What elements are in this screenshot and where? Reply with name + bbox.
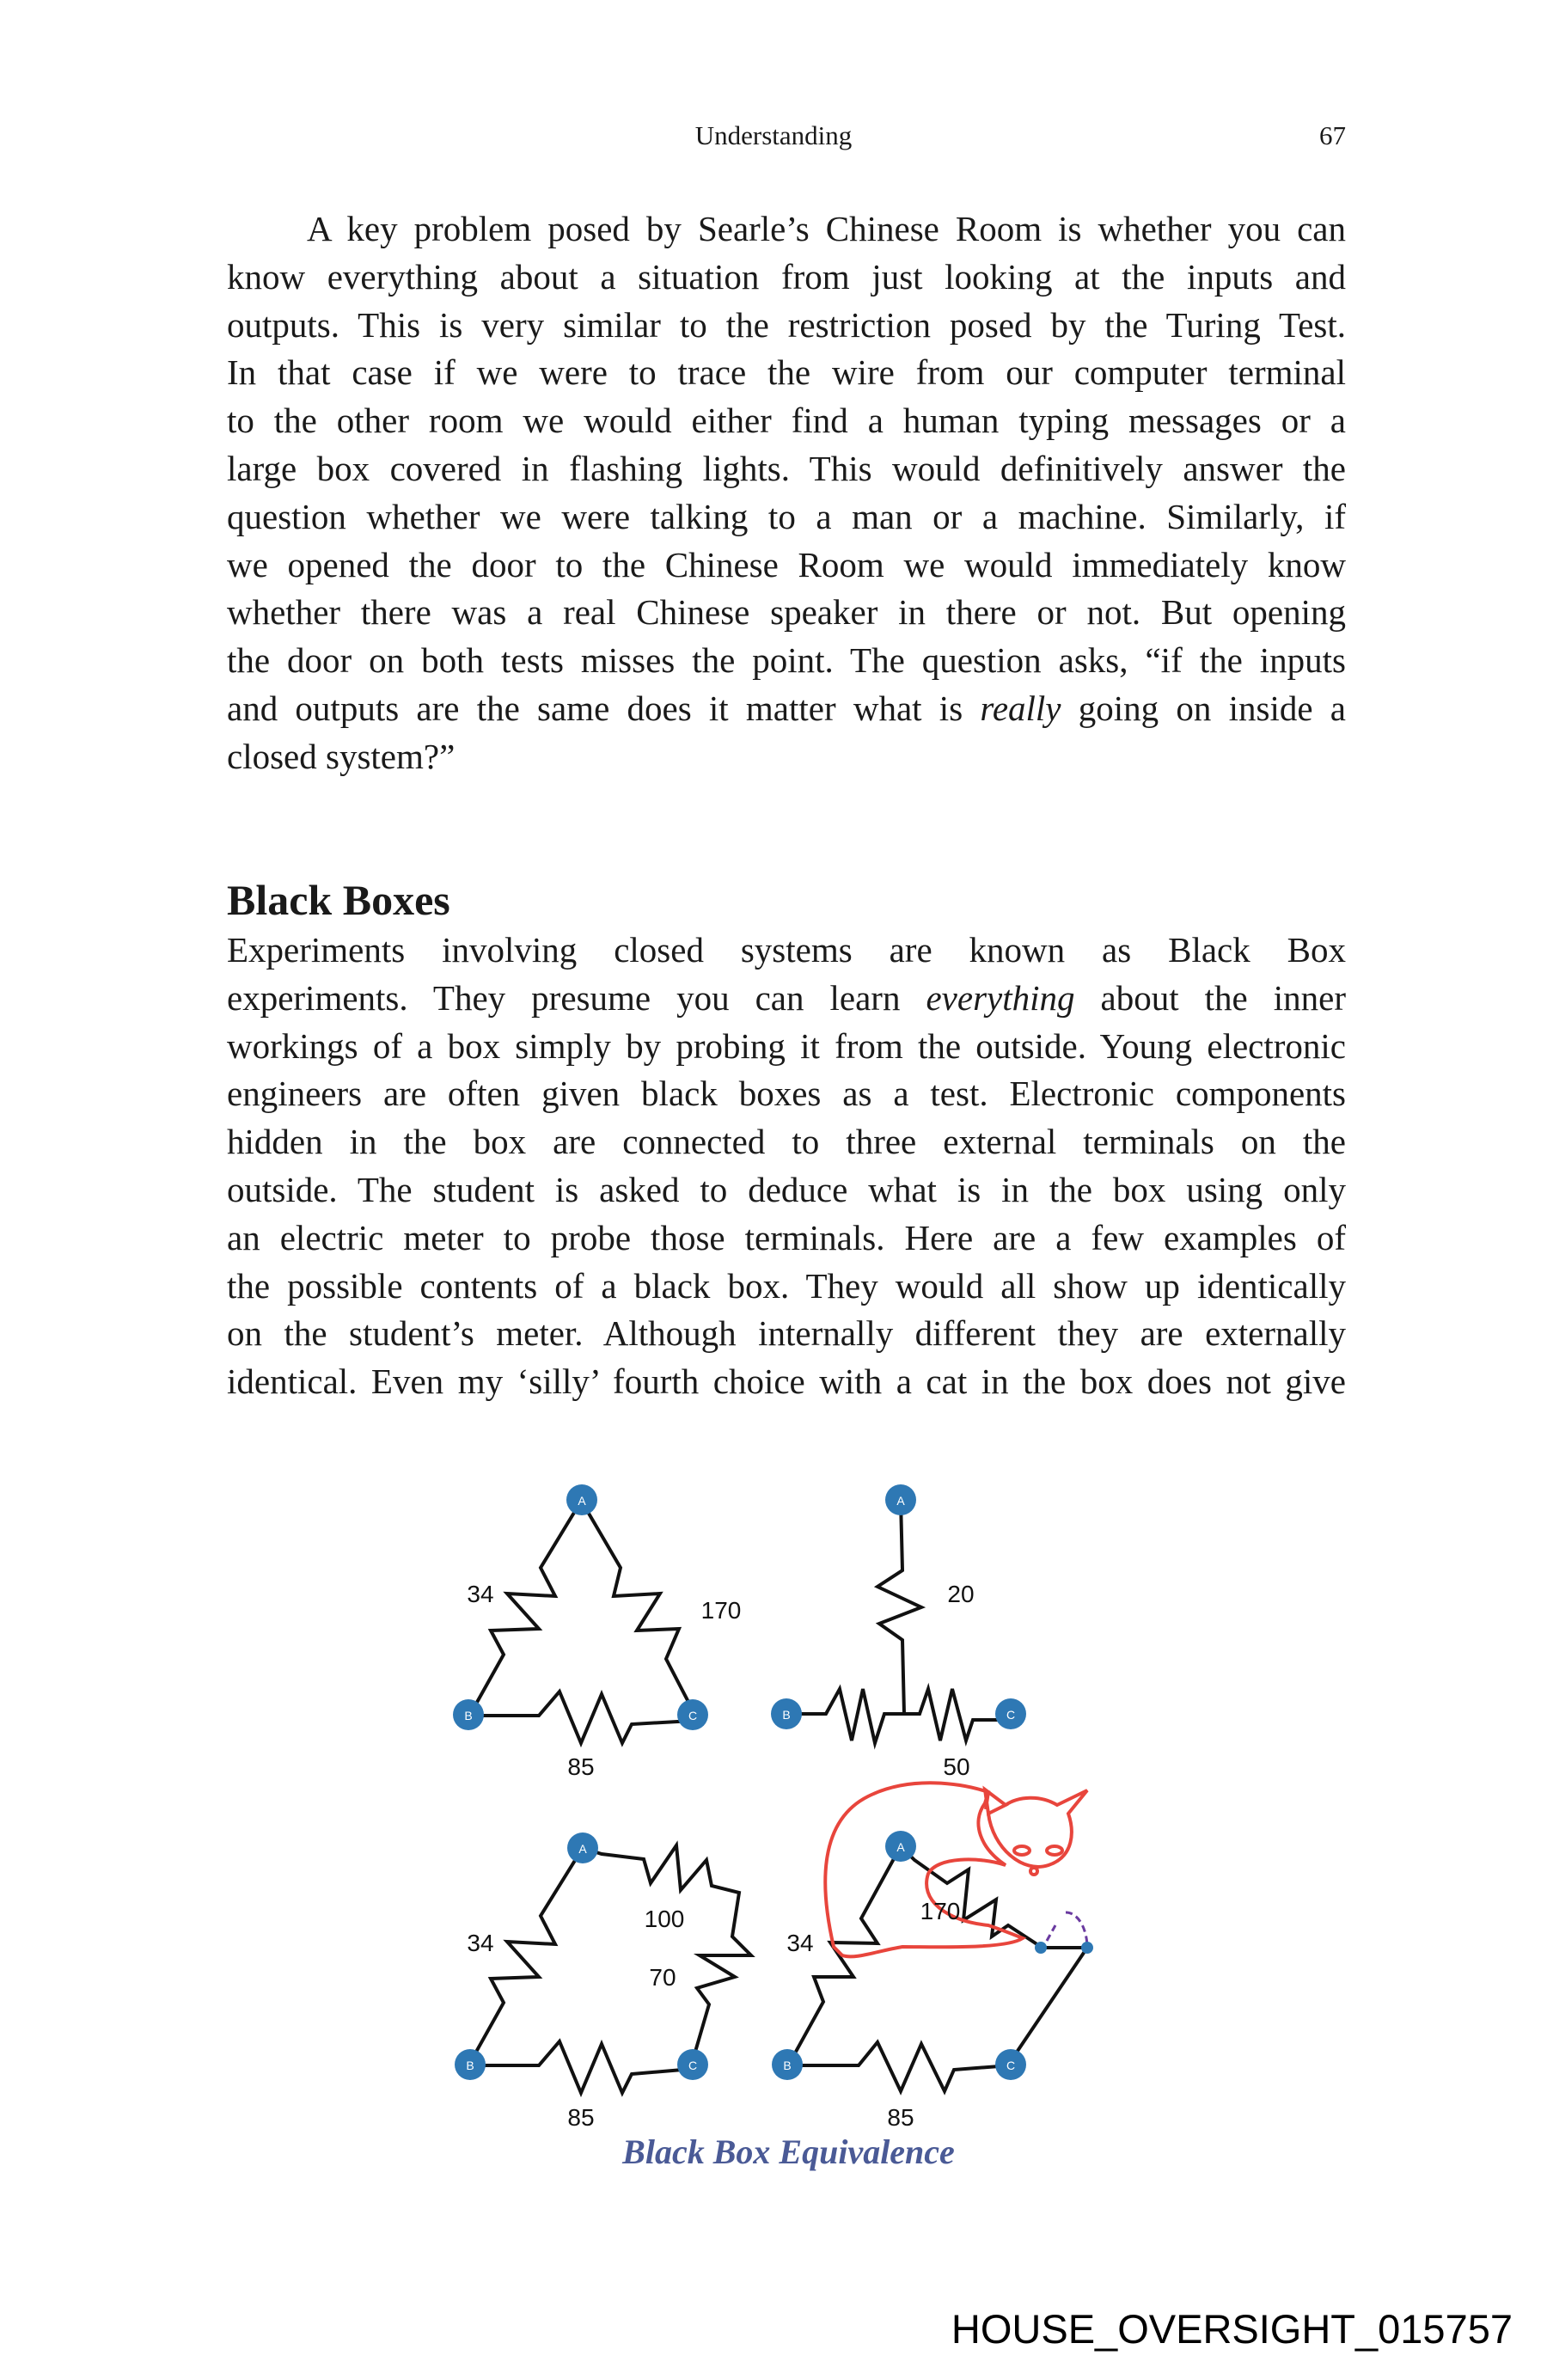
text-line	[227, 685, 1346, 733]
resistance-label: 70	[649, 1964, 676, 1991]
resistor-bc	[470, 2041, 693, 2093]
text-line: an electric meter to probe those terminals. Here are a few examples of	[227, 1217, 1346, 1257]
svg-text:B: B	[782, 1708, 791, 1722]
text-segment: experiments. They presume you can learn	[227, 977, 926, 1018]
running-head: Understanding	[694, 120, 853, 150]
text-line: the possible contents of a black box. They would all show up identically	[227, 1265, 1346, 1306]
text-line: engineers are often given black boxes as a test. Electronic components	[227, 1074, 1346, 1114]
terminal-b	[772, 2049, 803, 2080]
resistance-label: 170	[700, 1597, 742, 1624]
wire	[1014, 1948, 1087, 2056]
text-line: we opened the door to the Chinese Room we would immediately know	[227, 544, 1346, 584]
text-line: question whether we were talking to a man or a machine. Similarly, if	[227, 496, 1346, 536]
svg-text:C: C	[1006, 2059, 1016, 2072]
text-line: know everything about a situation from just looking at the inputs and	[227, 256, 1346, 297]
svg-text:B: B	[466, 2059, 474, 2072]
svg-text:A: A	[896, 1840, 905, 1854]
emphasis: really	[980, 688, 1061, 728]
resistor-ab	[468, 1500, 582, 1715]
resistance-label: 100	[644, 1906, 685, 1932]
text-line: workings of a box simply by probing it from the outside. Young electronic	[227, 1025, 1346, 1066]
svg-text:B: B	[783, 2059, 792, 2072]
resistor-bc	[468, 1692, 693, 1743]
terminal-b	[771, 1698, 802, 1729]
black-box-figure	[387, 1444, 1117, 2175]
text-line: outside. The student is asked to deduce what is in the box using only	[227, 1169, 1346, 1209]
resistor-b	[786, 1689, 904, 1743]
paragraph-black-boxes	[227, 927, 1346, 1406]
terminal-a	[885, 1831, 916, 1862]
svg-text:C: C	[688, 1709, 698, 1722]
resistor-a	[877, 1500, 921, 1714]
resistor-ac	[583, 1845, 751, 2065]
text-line: A key problem posed by Searle’s Chinese Room is whether you can	[307, 209, 1346, 248]
svg-text:A: A	[578, 1842, 587, 1856]
terminal-b	[453, 1699, 484, 1730]
text-line: outputs. This is very similar to the restriction posed by the Turing Test.	[227, 304, 1346, 345]
resistor-ab	[470, 1848, 583, 2065]
resistance-label: 34	[786, 1930, 814, 1956]
resistance-label: 34	[467, 1581, 494, 1607]
terminal-c	[677, 1699, 708, 1730]
resistance-label: 34	[467, 1930, 494, 1956]
terminal-a	[566, 1484, 597, 1515]
svg-text:C: C	[1006, 1708, 1016, 1722]
arc-marker	[1047, 1912, 1087, 1948]
terminal-a	[885, 1484, 916, 1515]
svg-text:A: A	[578, 1494, 586, 1508]
emphasis: everything	[926, 977, 1075, 1018]
text-line: on the student’s meter. Although internally different they are externally	[227, 1313, 1346, 1354]
text-line: large box covered in flashing lights. This would definitively answer the	[227, 448, 1346, 488]
text-line: Experiments involving closed systems are known as Black Box	[227, 930, 1346, 970]
text-line: In that case if we were to trace the wire from our computer terminal	[227, 352, 1346, 393]
resistor-c	[904, 1689, 1011, 1741]
page-number: 67	[1319, 120, 1346, 150]
text-segment: going on inside a	[1061, 688, 1346, 728]
terminal-b	[455, 2049, 486, 2080]
text-segment: and outputs are the same does it matter what is	[227, 688, 981, 728]
section-heading: Black Boxes	[227, 876, 450, 924]
text-line	[227, 975, 1346, 1023]
text-line: identical. Even my ‘silly’ fourth choice with a cat in the box does not give	[227, 1361, 1346, 1402]
resistance-label: 50	[943, 1753, 970, 1780]
terminal-c	[995, 2049, 1026, 2080]
cat-drawing	[825, 1783, 1087, 1956]
paragraph-chinese-room	[227, 205, 1346, 781]
bates-number: HOUSE_OVERSIGHT_015757	[951, 2306, 1513, 2352]
resistance-label: 170	[920, 1898, 961, 1924]
text-line: whether there was a real Chinese speaker in there or not. But opening	[227, 592, 1346, 633]
svg-text:A: A	[896, 1494, 905, 1508]
svg-text:C: C	[688, 2059, 698, 2072]
resistance-label: 85	[567, 1753, 595, 1780]
terminal-c	[677, 2049, 708, 2080]
terminal-c	[995, 1698, 1026, 1729]
resistor-bc	[787, 2042, 1011, 2091]
text-line: hidden in the box are connected to three external terminals on the	[227, 1122, 1346, 1162]
terminal-a	[567, 1832, 598, 1863]
text-line: the door on both tests misses the point. The question asks, “if the inputs	[227, 640, 1346, 681]
figure-caption: Black Box Equivalence	[622, 2132, 955, 2171]
resistance-label: 85	[567, 2104, 595, 2131]
text-line: closed system?”	[227, 736, 456, 776]
resistance-label: 20	[947, 1581, 975, 1607]
resistance-label: 85	[887, 2104, 914, 2131]
text-segment: about the inner	[1074, 977, 1346, 1018]
resistor-ac	[582, 1500, 693, 1715]
svg-text:B: B	[464, 1709, 473, 1722]
text-line: to the other room we would either find a human typing messages or a	[227, 401, 1346, 441]
